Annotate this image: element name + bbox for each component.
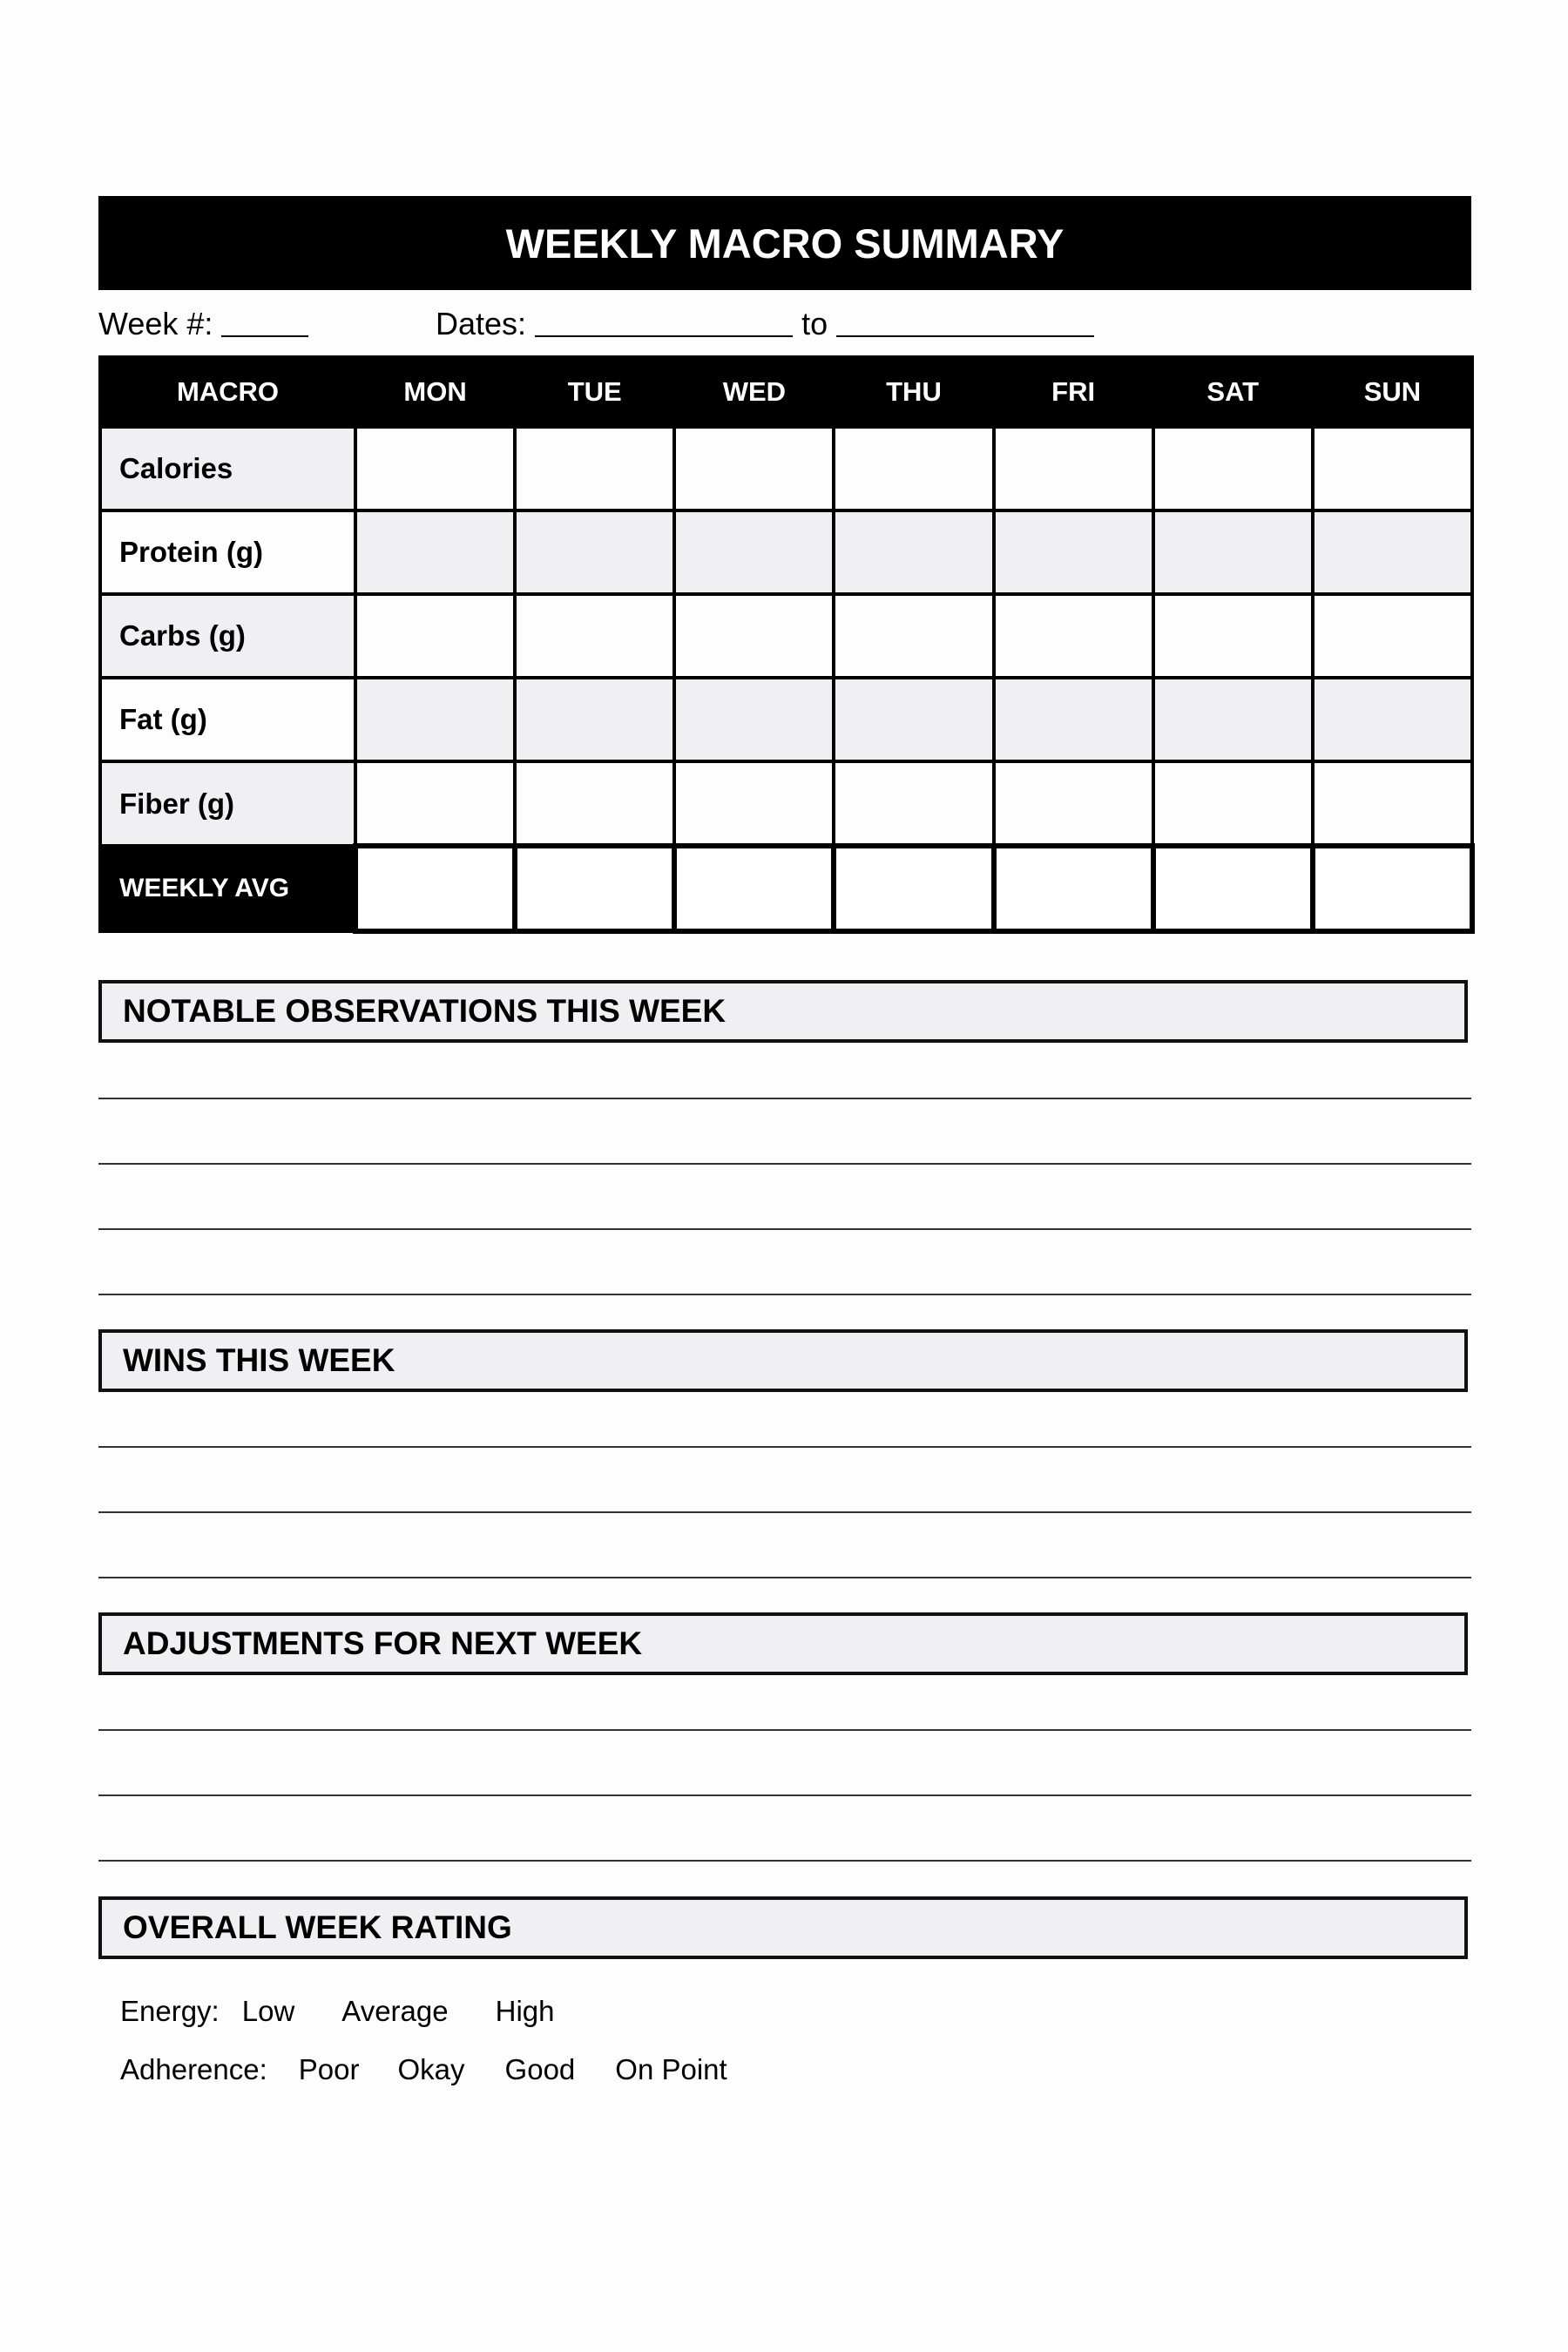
start-date-blank[interactable] xyxy=(535,311,793,337)
header-thu: THU xyxy=(834,357,993,427)
observations-header: NOTABLE OBSERVATIONS THIS WEEK xyxy=(98,980,1468,1043)
entry-cell[interactable] xyxy=(834,427,993,510)
entry-cell[interactable] xyxy=(1313,761,1472,846)
end-date-blank[interactable] xyxy=(836,311,1094,337)
dates-field[interactable] xyxy=(436,303,1094,345)
row-label: Carbs (g) xyxy=(100,594,355,678)
row-label: Calories xyxy=(100,427,355,510)
entry-cell[interactable] xyxy=(1153,594,1313,678)
entry-cell[interactable] xyxy=(1313,594,1472,678)
entry-cell[interactable] xyxy=(515,427,674,510)
entry-cell[interactable] xyxy=(355,510,515,594)
table-header-row xyxy=(100,357,1472,427)
header-macro: MACRO xyxy=(100,357,355,427)
entry-cell[interactable] xyxy=(1153,678,1313,761)
entry-cell[interactable] xyxy=(355,427,515,510)
header-mon: MON xyxy=(355,357,515,427)
observations-line[interactable] xyxy=(98,1098,1471,1099)
avg-cell[interactable] xyxy=(515,846,674,931)
entry-cell[interactable] xyxy=(1153,427,1313,510)
adjustments-line[interactable] xyxy=(98,1729,1471,1731)
page-title: WEEKLY MACRO SUMMARY xyxy=(98,196,1471,290)
avg-cell[interactable] xyxy=(1313,846,1472,931)
entry-cell[interactable] xyxy=(1313,510,1472,594)
entry-cell[interactable] xyxy=(834,761,993,846)
week-label: Week #: xyxy=(98,306,213,341)
table-row-calories xyxy=(100,427,1472,510)
entry-cell[interactable] xyxy=(515,510,674,594)
row-label: Protein (g) xyxy=(100,510,355,594)
energy-option-high[interactable]: High xyxy=(495,1995,555,2027)
wins-line[interactable] xyxy=(98,1446,1471,1448)
adjustments-line[interactable] xyxy=(98,1794,1471,1796)
week-number-field[interactable] xyxy=(98,303,308,345)
entry-cell[interactable] xyxy=(515,761,674,846)
entry-cell[interactable] xyxy=(355,678,515,761)
adherence-option-okay[interactable]: Okay xyxy=(397,2053,465,2085)
table-row-protein xyxy=(100,510,1472,594)
table-row-carbs xyxy=(100,594,1472,678)
adherence-option-poor[interactable]: Poor xyxy=(298,2053,360,2085)
adherence-label: Adherence: xyxy=(120,2053,267,2085)
energy-option-low[interactable]: Low xyxy=(241,1995,295,2027)
week-number-blank[interactable] xyxy=(221,311,308,337)
adherence-rating-row xyxy=(120,2051,727,2089)
entry-cell[interactable] xyxy=(1153,510,1313,594)
entry-cell[interactable] xyxy=(1313,427,1472,510)
header-sat: SAT xyxy=(1153,357,1313,427)
header-wed: WED xyxy=(674,357,834,427)
row-label: Fat (g) xyxy=(100,678,355,761)
avg-cell[interactable] xyxy=(355,846,515,931)
row-label: Fiber (g) xyxy=(100,761,355,846)
entry-cell[interactable] xyxy=(515,678,674,761)
entry-cell[interactable] xyxy=(834,678,993,761)
entry-cell[interactable] xyxy=(355,761,515,846)
entry-cell[interactable] xyxy=(515,594,674,678)
entry-cell[interactable] xyxy=(674,761,834,846)
wins-header: WINS THIS WEEK xyxy=(98,1329,1468,1392)
entry-cell[interactable] xyxy=(834,594,993,678)
avg-cell[interactable] xyxy=(674,846,834,931)
header-fri: FRI xyxy=(994,357,1153,427)
entry-cell[interactable] xyxy=(994,594,1153,678)
adjustments-line[interactable] xyxy=(98,1860,1471,1862)
entry-cell[interactable] xyxy=(355,594,515,678)
entry-cell[interactable] xyxy=(1313,678,1472,761)
entry-cell[interactable] xyxy=(994,761,1153,846)
macro-table xyxy=(98,355,1475,934)
wins-line[interactable] xyxy=(98,1511,1471,1513)
row-label: WEEKLY AVG xyxy=(100,846,355,931)
entry-cell[interactable] xyxy=(674,427,834,510)
header-sun: SUN xyxy=(1313,357,1472,427)
wins-line[interactable] xyxy=(98,1577,1471,1578)
entry-cell[interactable] xyxy=(994,427,1153,510)
entry-cell[interactable] xyxy=(674,594,834,678)
entry-cell[interactable] xyxy=(674,510,834,594)
adjustments-header: ADJUSTMENTS FOR NEXT WEEK xyxy=(98,1612,1468,1675)
rating-header: OVERALL WEEK RATING xyxy=(98,1896,1468,1959)
avg-cell[interactable] xyxy=(994,846,1153,931)
entry-cell[interactable] xyxy=(674,678,834,761)
table-row-fiber xyxy=(100,761,1472,846)
header-tue: TUE xyxy=(515,357,674,427)
to-label: to xyxy=(801,306,828,341)
energy-rating-row xyxy=(120,1992,554,2031)
observations-line[interactable] xyxy=(98,1163,1471,1165)
avg-cell[interactable] xyxy=(1153,846,1313,931)
adherence-option-on-point[interactable]: On Point xyxy=(615,2053,727,2085)
table-row-fat xyxy=(100,678,1472,761)
observations-line[interactable] xyxy=(98,1294,1471,1295)
dates-label: Dates: xyxy=(436,306,527,341)
energy-label: Energy: xyxy=(120,1995,220,2027)
table-row-weekly-avg xyxy=(100,846,1472,931)
entry-cell[interactable] xyxy=(834,510,993,594)
entry-cell[interactable] xyxy=(994,678,1153,761)
observations-line[interactable] xyxy=(98,1228,1471,1230)
avg-cell[interactable] xyxy=(834,846,993,931)
energy-option-average[interactable]: Average xyxy=(341,1995,449,2027)
entry-cell[interactable] xyxy=(1153,761,1313,846)
adherence-option-good[interactable]: Good xyxy=(504,2053,576,2085)
entry-cell[interactable] xyxy=(994,510,1153,594)
